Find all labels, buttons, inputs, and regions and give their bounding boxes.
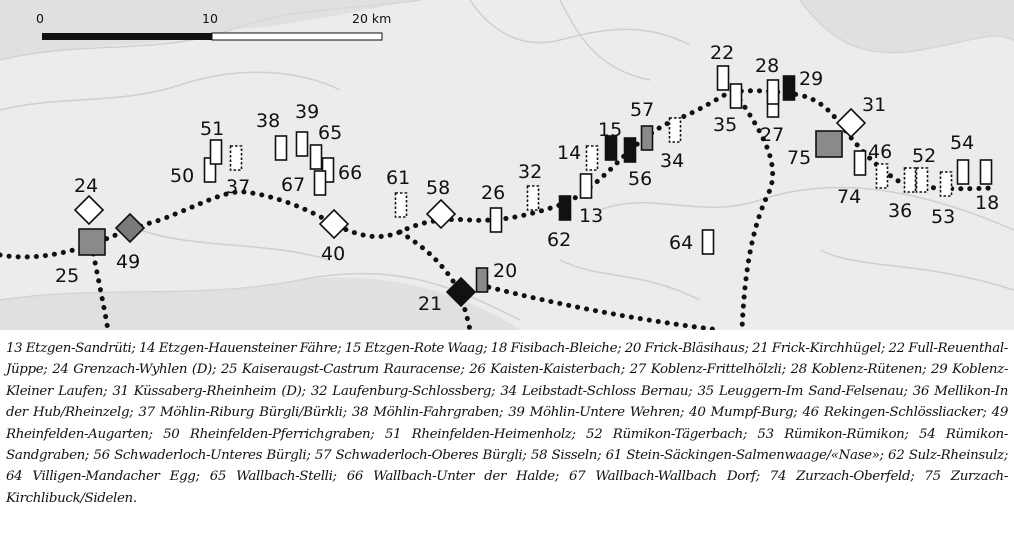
scale-label-10: 10 xyxy=(202,11,218,26)
site-label-46: 46 xyxy=(868,141,893,163)
map-caption: 13 Etzgen-Sandrüti; 14 Etzgen-Hauensteiner Fähre; 15 Etzgen-Rote Waag; 18 Fisibach-Bleiche; 20 Frick-Bläsihaus; 21 Frick-Kirchhügel; 22 Full-Reuenthal-Jüppe; 24 Grenzach-Wyhlen (D); 25 Kaiseraugst-Castrum Rauracense; 26 Kaisten-Kaisterbach; 27 Koblenz-Frittelhölzli; 28 Koblenz-Rütenen; 29 Koblenz-Kleiner Laufen; 31 Küssaberg-Rheinheim (D); 32 Laufenburg-Schlossberg; 34 Leibstadt-Schloss Bernau; 35 Leuggern-Im Sand-Felsenau; 36 Mellikon-In der Hub/Rheinzelg; 37 Möhlin-Riburg Bürgli/Bürkli; 38 Möhlin-Fahrgraben; 39 Möhlin-Untere Wehren; 40 Mumpf-Burg; 46 Rekingen-Schlössliacker; 49 Rheinfelden-Augarten; 50 Rheinfelden-Pferrichgraben; 51 Rheinfelden-Heimenholz; 52 Rümikon-Tägerbach; 53 Rümikon-Rümikon; 54 Rümikon-Sandgraben; 56 Schwaderloch-Unteres Bürgli; 57 Schwaderloch-Oberes Bürgli; 58 Sisseln; 61 Stein-Säckingen-Salmenwaage/«Nase»; 62 Sulz-Rheinsulz; 64 Villigen-Mandacher Egg; 65 Wallbach-Stelli; 66 Wallbach-Unter der Halde; 67 Wallbach-Wallbach Dorf; 74 Zurzach-Oberfeld; 75 Zurzach-Kirchlibuck/Sidelen. xyxy=(6,341,1008,506)
site-label-75: 75 xyxy=(787,147,812,169)
site-label-36: 36 xyxy=(888,200,913,222)
site-label-53: 53 xyxy=(931,206,956,228)
site-label-49: 49 xyxy=(116,251,141,273)
site-label-21: 21 xyxy=(418,293,443,315)
site-label-52: 52 xyxy=(912,145,937,167)
site-label-56: 56 xyxy=(628,168,653,190)
site-marker-62 xyxy=(560,196,571,220)
site-marker-54 xyxy=(958,160,969,184)
site-label-38: 38 xyxy=(256,110,281,132)
site-marker-35 xyxy=(731,84,742,108)
site-label-22: 22 xyxy=(710,42,735,64)
site-label-13: 13 xyxy=(579,205,604,227)
site-marker-37 xyxy=(231,146,242,170)
site-marker-14 xyxy=(587,146,598,170)
site-marker-32 xyxy=(528,186,539,210)
site-marker-51 xyxy=(211,140,222,164)
site-label-66: 66 xyxy=(338,162,363,184)
site-label-28: 28 xyxy=(755,55,780,77)
site-label-65: 65 xyxy=(318,122,343,144)
site-label-39: 39 xyxy=(295,101,320,123)
site-marker-34 xyxy=(670,118,681,142)
site-marker-75 xyxy=(816,131,842,157)
site-marker-46 xyxy=(877,164,888,188)
site-marker-64 xyxy=(703,230,714,254)
site-marker-65 xyxy=(311,145,322,169)
site-label-32: 32 xyxy=(518,161,543,183)
site-marker-53 xyxy=(941,172,952,196)
site-label-54: 54 xyxy=(950,132,975,154)
site-label-20: 20 xyxy=(493,260,518,282)
site-marker-25 xyxy=(79,229,105,255)
site-label-18: 18 xyxy=(975,192,1000,214)
site-marker-28 xyxy=(768,80,779,104)
site-label-27: 27 xyxy=(760,124,785,146)
site-marker-74 xyxy=(855,151,866,175)
site-label-64: 64 xyxy=(669,232,694,254)
site-marker-52 xyxy=(917,168,928,192)
site-label-51: 51 xyxy=(200,118,225,140)
site-marker-39 xyxy=(297,132,308,156)
site-label-61: 61 xyxy=(386,167,411,189)
site-label-67: 67 xyxy=(281,174,306,196)
site-label-25: 25 xyxy=(55,265,80,287)
site-label-15: 15 xyxy=(598,119,623,141)
site-marker-26 xyxy=(491,208,502,232)
site-marker-22 xyxy=(718,66,729,90)
site-marker-61 xyxy=(396,193,407,217)
site-label-34: 34 xyxy=(660,150,685,172)
site-marker-36 xyxy=(905,168,916,192)
site-label-57: 57 xyxy=(630,99,655,121)
site-marker-56 xyxy=(625,138,636,162)
site-marker-18 xyxy=(981,160,992,184)
site-marker-38 xyxy=(276,136,287,160)
site-label-50: 50 xyxy=(170,165,195,187)
site-label-40: 40 xyxy=(321,243,346,265)
site-marker-57 xyxy=(642,126,653,150)
site-label-14: 14 xyxy=(557,142,582,164)
scale-label-0: 0 xyxy=(36,11,44,26)
site-label-62: 62 xyxy=(547,229,572,251)
site-marker-67 xyxy=(315,171,326,195)
site-label-26: 26 xyxy=(481,182,506,204)
site-label-74: 74 xyxy=(837,186,862,208)
scale-label-20km: 20 km xyxy=(352,11,392,26)
site-label-37: 37 xyxy=(226,176,251,198)
site-label-24: 24 xyxy=(74,175,99,197)
site-label-35: 35 xyxy=(713,114,738,136)
site-label-29: 29 xyxy=(799,68,824,90)
site-marker-13 xyxy=(581,174,592,198)
site-marker-29 xyxy=(784,76,795,100)
site-label-58: 58 xyxy=(426,177,451,199)
site-marker-20 xyxy=(477,268,488,292)
site-label-31: 31 xyxy=(862,94,887,116)
